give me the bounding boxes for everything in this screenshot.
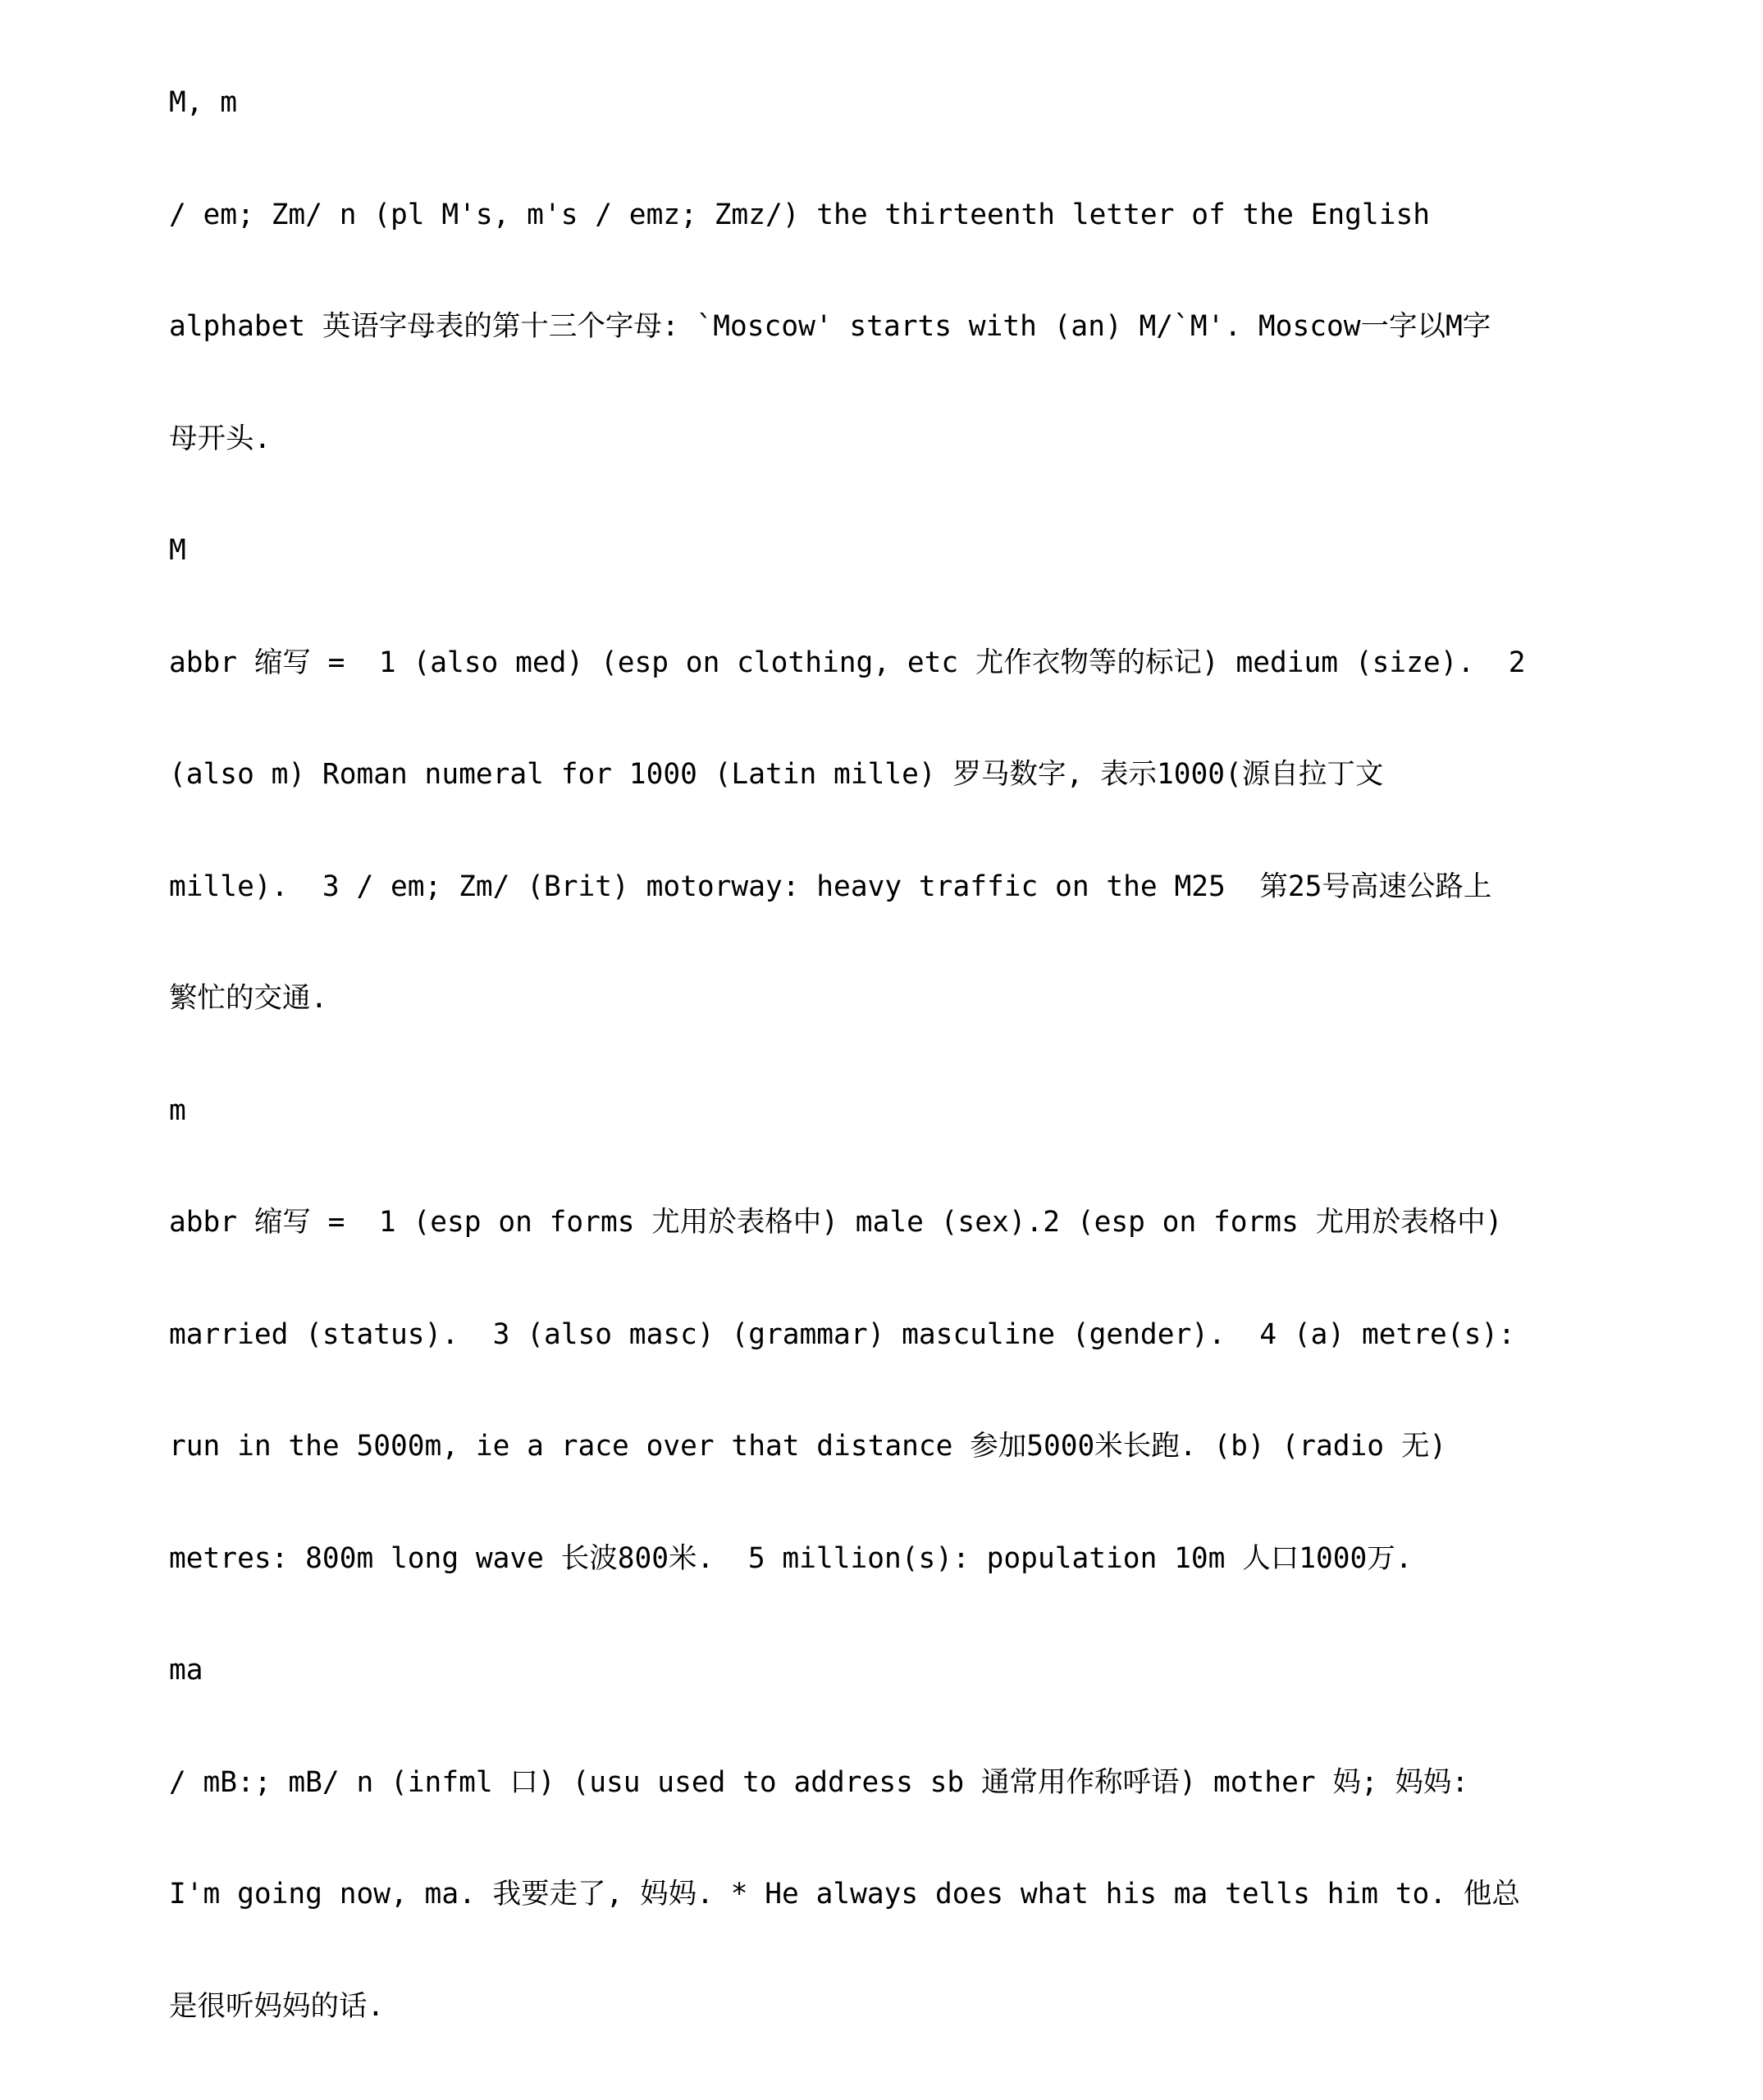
headword: m <box>169 1093 1629 1130</box>
definition-line: I'm going now, ma. 我要走了, 妈妈. * He always does what his ma tells him to. 他总 <box>169 1876 1629 1914</box>
definition-line: / em; Zm/ n (pl M's, m's / emz; Zmz/) the thirteenth letter of the English <box>169 197 1629 235</box>
definition-line: married (status). 3 (also masc) (grammar) masculine (gender). 4 (a) metre(s): <box>169 1317 1629 1354</box>
definition <box>169 570 1629 1093</box>
definition-line: abbr 缩写 = 1 (esp on forms 尤用於表格中) male (sex).2 (esp on forms 尤用於表格中) <box>169 1204 1629 1242</box>
definition <box>169 1130 1629 1652</box>
entry-m-m <box>169 84 1629 532</box>
definition-line: mille). 3 / em; Zm/ (Brit) motorway: heavy traffic on the M25 第25号高速公路上 <box>169 869 1629 906</box>
definition-line: abbr 缩写 = 1 (also med) (esp on clothing, etc 尤作衣物等的标记) medium (size). 2 <box>169 645 1629 682</box>
definition-line: 是很听妈妈的话. <box>169 1988 1629 2026</box>
definition <box>169 122 1629 533</box>
definition-line: metres: 800m long wave 长波800米. 5 million(s): population 10m 人口1000万. <box>169 1541 1629 1578</box>
definition-line: (also m) Roman numeral for 1000 (Latin mille) 罗马数字, 表示1000(源自拉丁文 <box>169 756 1629 794</box>
definition-line: alphabet 英语字母表的第十三个字母: `Moscow' starts with (an) M/`M'. Moscow一字以M字 <box>169 308 1629 346</box>
headword: M <box>169 532 1629 570</box>
definition-line: run in the 5000m, ie a race over that distance 参加5000米长跑. (b) (radio 无) <box>169 1428 1629 1466</box>
definition <box>169 1690 1629 2100</box>
headword: M, m <box>169 84 1629 122</box>
definition-line: 繁忙的交通. <box>169 980 1629 1018</box>
entry-ma <box>169 1652 1629 2100</box>
headword: ma <box>169 1652 1629 1690</box>
entry-m <box>169 1093 1629 1653</box>
entry-M <box>169 532 1629 1093</box>
definition-line: / mB:; mB/ n (infml 口) (usu used to address sb 通常用作称呼语) mother 妈; 妈妈: <box>169 1764 1629 1802</box>
definition-line: 母开头. <box>169 421 1629 459</box>
dictionary-page <box>169 84 1629 2100</box>
